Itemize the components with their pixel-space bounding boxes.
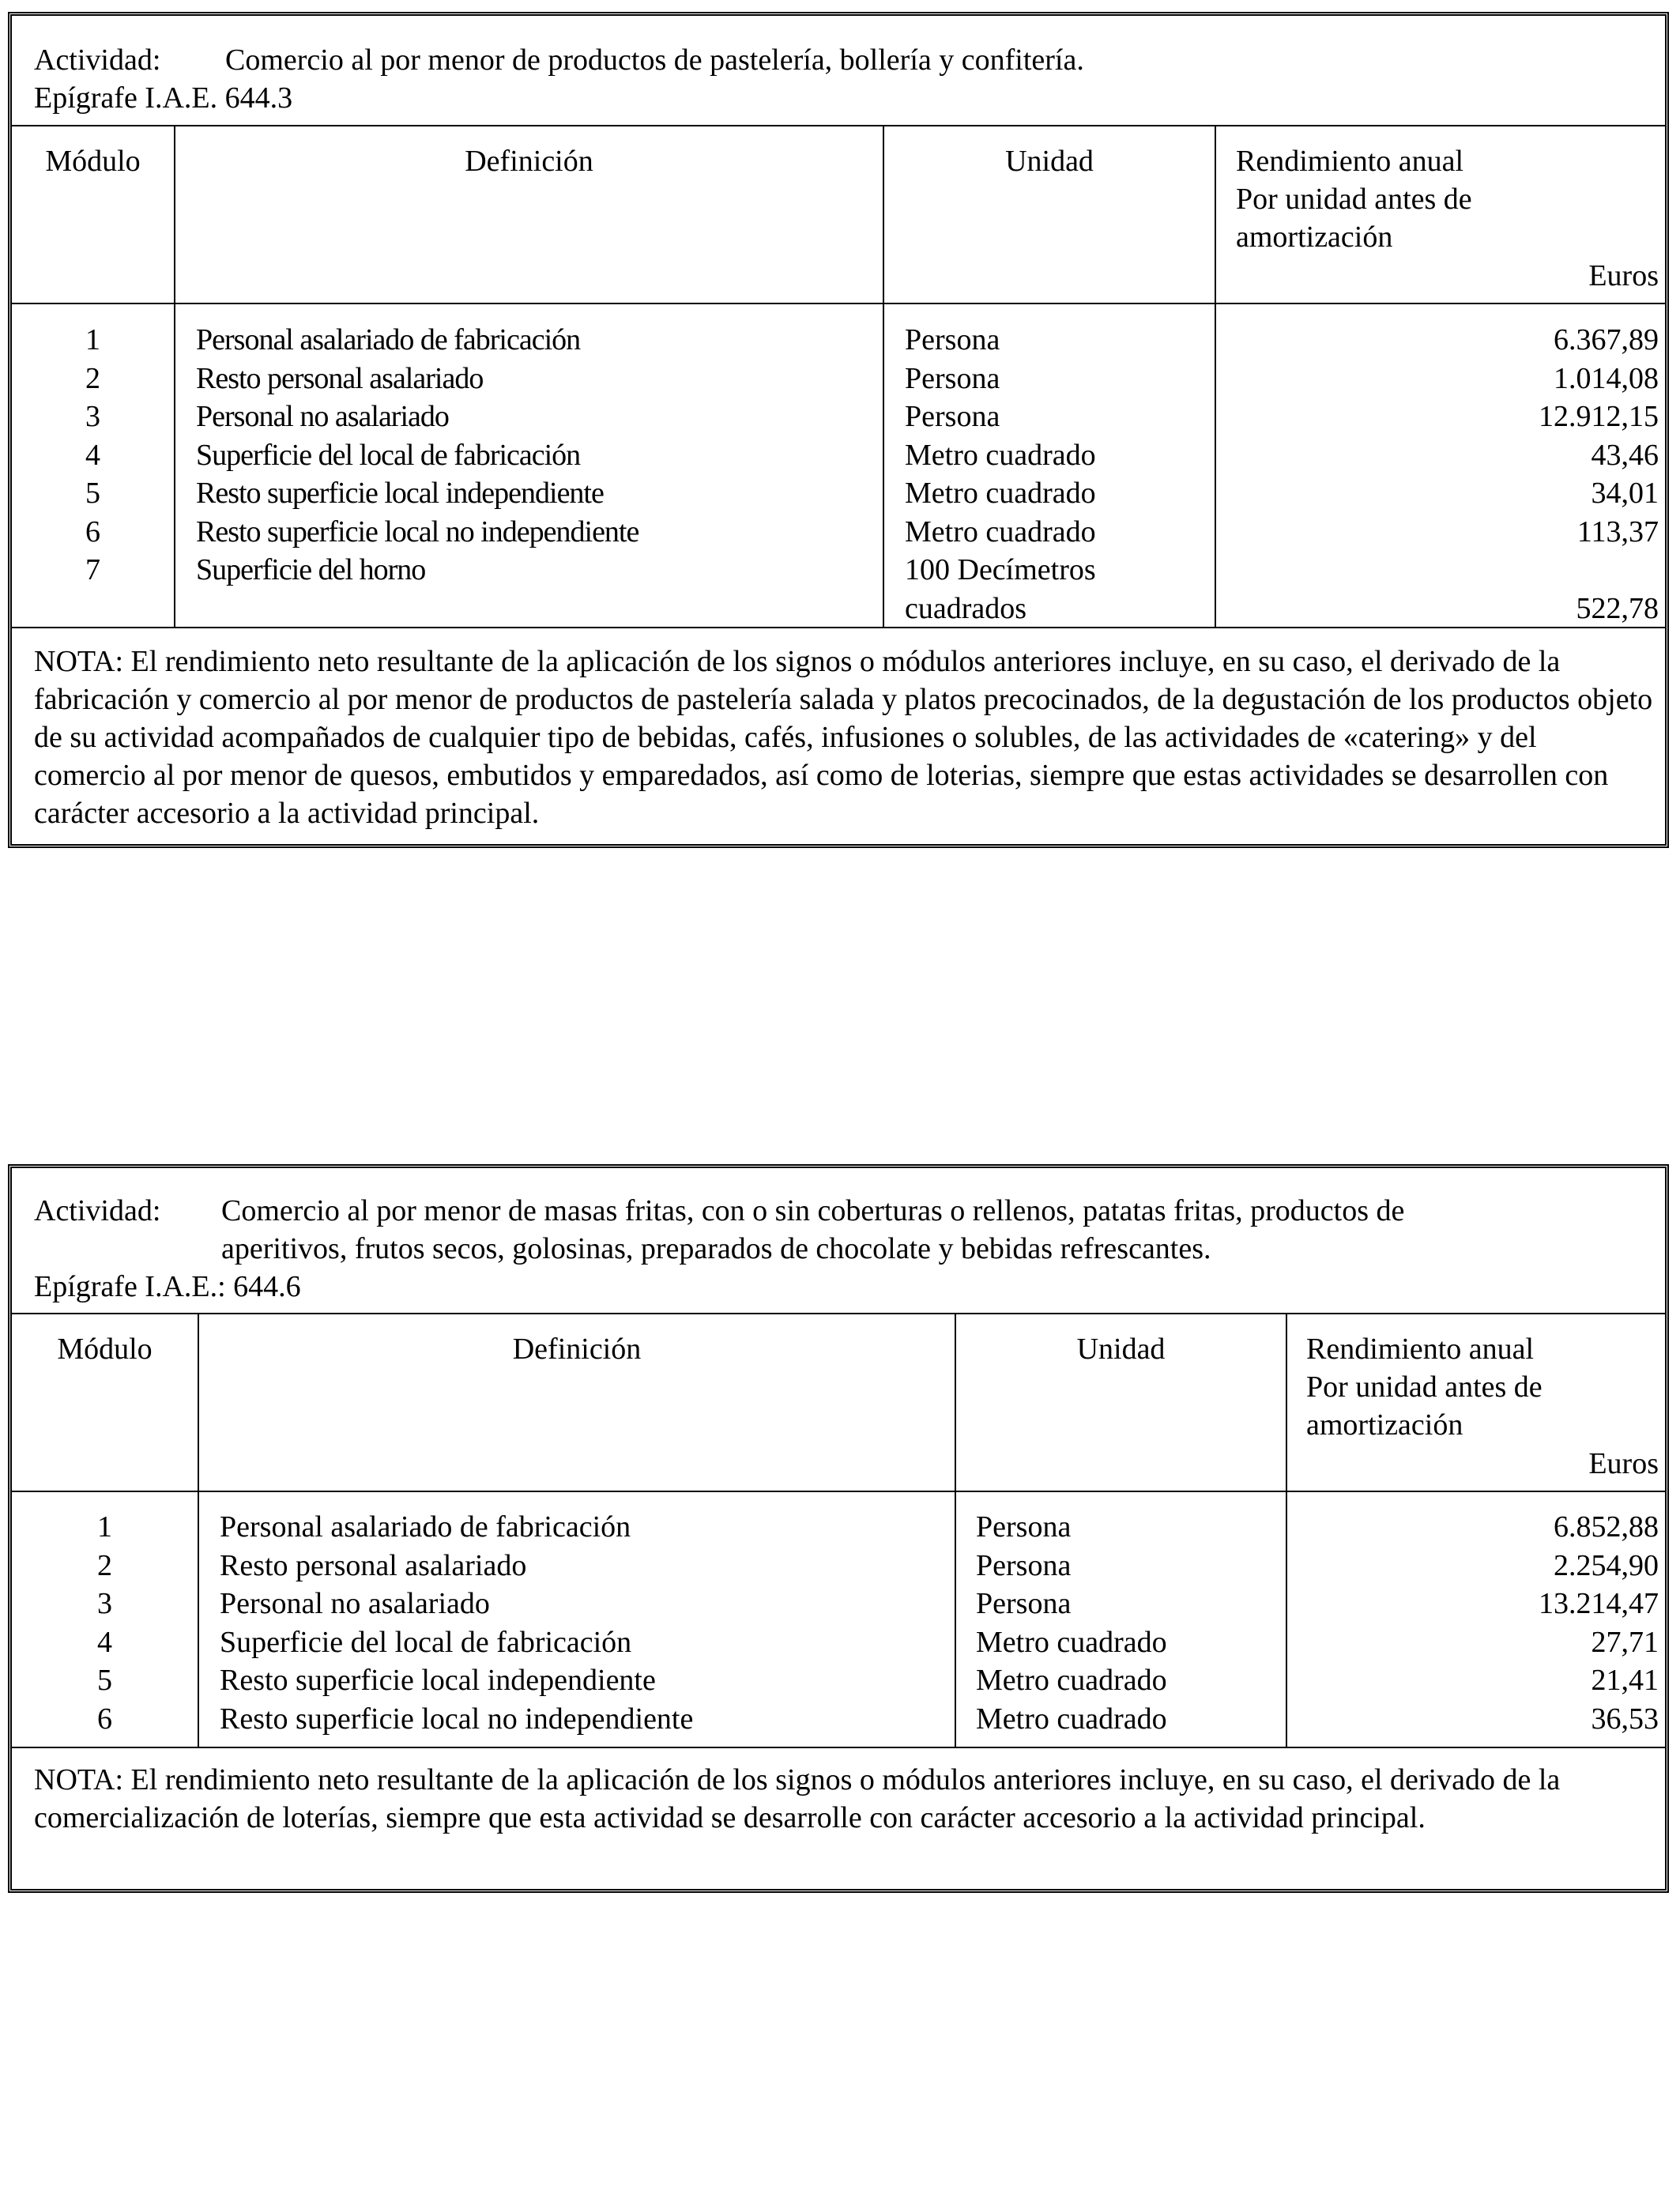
activity-text-line-1: Comercio al por menor de productos de pastelería, bollería y confitería. <box>225 43 1084 77</box>
table-cell: Resto personal asalariado <box>196 361 484 395</box>
table-cell: Metro cuadrado <box>905 515 1096 548</box>
table-cell: 5 <box>85 477 100 510</box>
table-cell: 1 <box>85 323 100 356</box>
header-unidad: Unidad <box>1076 1333 1166 1366</box>
table-cell: Metro cuadrado <box>905 477 1096 510</box>
activity-text-line-1: Comercio al por menor de masas fritas, con o sin coberturas o rellenos, patatas fritas, productos de <box>221 1194 1405 1227</box>
table-cell: 113,37 <box>1576 515 1659 548</box>
table-cell: 7 <box>85 553 100 586</box>
table-cell: Superficie del local de fabricación <box>196 438 581 472</box>
column-definicion <box>196 321 638 590</box>
header-rendimiento-1: Rendimiento anual <box>1306 1333 1535 1366</box>
table-cell: 3 <box>85 400 100 433</box>
table-cell: Persona <box>905 361 1000 395</box>
column-valor <box>1216 321 1659 628</box>
table-cell: Personal asalariado de fabricación <box>220 1510 631 1544</box>
table-cell: Metro cuadrado <box>976 1625 1167 1659</box>
header-euros: Euros <box>1588 1447 1659 1480</box>
table-cell: 2 <box>97 1548 112 1582</box>
column-modulo <box>12 321 174 590</box>
table-cell: 100 Decímetros <box>905 553 1096 586</box>
table-cell: 1.014,08 <box>1554 361 1659 395</box>
activity-label: Actividad: <box>34 1194 161 1227</box>
table-cell: Resto superficie local no independiente <box>220 1702 694 1736</box>
table-cell: Personal no asalariado <box>196 400 449 433</box>
note-text: NOTA: El rendimiento neto resultante de la aplicación de los signos o módulos anteriores incluye, en su caso, el derivado de la comercialización de loterías, siempre que esta actividad se desarrolle con carácter accesorio a la actividad principal. <box>34 1763 1561 1834</box>
table-cell: 3 <box>97 1587 112 1620</box>
column-modulo <box>12 1508 198 1738</box>
header-modulo: Módulo <box>57 1333 153 1366</box>
header-definicion: Definición <box>512 1333 642 1366</box>
table-cell: Metro cuadrado <box>976 1664 1167 1697</box>
table-cell: 2.254,90 <box>1554 1548 1659 1582</box>
table-cell: Persona <box>905 323 1000 356</box>
table-cell: 6.852,88 <box>1554 1510 1659 1544</box>
column-unidad <box>905 321 1096 628</box>
table-cell: 522,78 <box>1576 591 1659 625</box>
table-cell: Resto superficie local no independiente <box>196 515 639 548</box>
table-cell: cuadrados <box>905 591 1027 625</box>
table-cell: 1 <box>97 1510 112 1544</box>
table-cell: 4 <box>97 1625 112 1659</box>
header-rendimiento-2: Por unidad antes de <box>1236 183 1472 216</box>
header-unidad: Unidad <box>1005 145 1094 178</box>
table-cell: 4 <box>85 438 100 472</box>
table-cell: 6.367,89 <box>1554 323 1659 356</box>
table-cell: 2 <box>85 361 100 395</box>
activity-label: Actividad: <box>34 43 161 77</box>
table-cell: Persona <box>976 1510 1072 1544</box>
note-text: NOTA: El rendimiento neto resultante de la aplicación de los signos o módulos anteriores incluye, en su caso, el derivado de la fabricación y comercio al por menor de productos de pastelería salada y platos precocinados, de la degustación de los productos objeto de su actividad acompañados de cualquier tipo de bebidas, cafés, infusiones o solubles, de las actividades de «catering» y del comercio al por menor de quesos, embutidos y emparedados, así como de loterias, siempre que estas actividades se desarrollen con carácter accesorio a la actividad principal. <box>34 645 1653 830</box>
column-definicion <box>220 1508 693 1738</box>
table-cell: Superficie del horno <box>196 553 426 586</box>
table-cell: Persona <box>905 400 1000 433</box>
module-table-644-3 <box>8 12 1669 848</box>
header-rendimiento-3: amortización <box>1236 221 1393 254</box>
header-rendimiento-3: amortización <box>1306 1408 1463 1442</box>
table-cell: 12.912,15 <box>1539 400 1659 433</box>
table-cell: Personal no asalariado <box>220 1587 490 1620</box>
table-cell: Persona <box>976 1548 1072 1582</box>
table-cell: Resto superficie local independiente <box>220 1664 656 1697</box>
table-cell: Resto personal asalariado <box>220 1548 527 1582</box>
table-cell: Personal asalariado de fabricación <box>196 323 581 356</box>
table-cell: 27,71 <box>1591 1625 1659 1659</box>
column-unidad <box>976 1508 1167 1738</box>
table-cell: 21,41 <box>1591 1664 1659 1697</box>
column-valor <box>1287 1508 1659 1738</box>
table-cell <box>1216 551 1659 590</box>
epigraph: Epígrafe I.A.E. 644.3 <box>34 81 293 115</box>
module-table-644-6 <box>8 1164 1669 1893</box>
table-cell: 13.214,47 <box>1539 1587 1659 1620</box>
header-modulo: Módulo <box>45 145 141 178</box>
activity-text-line-2: aperitivos, frutos secos, golosinas, preparados de chocolate y bebidas refrescantes. <box>221 1232 1211 1265</box>
header-rendimiento-2: Por unidad antes de <box>1306 1370 1543 1404</box>
header-rendimiento-1: Rendimiento anual <box>1236 145 1464 178</box>
table-cell: 6 <box>97 1702 112 1736</box>
table-cell: 36,53 <box>1591 1702 1659 1736</box>
table-cell: 34,01 <box>1591 477 1659 510</box>
table-cell: 5 <box>97 1664 112 1697</box>
table-cell: Superficie del local de fabricación <box>220 1625 632 1659</box>
table-cell: 6 <box>85 515 100 548</box>
table-cell: Metro cuadrado <box>976 1702 1167 1736</box>
header-euros: Euros <box>1588 259 1659 292</box>
header-definicion: Definición <box>465 145 593 178</box>
table-cell: Resto superficie local independiente <box>196 477 604 510</box>
table-cell: 43,46 <box>1591 438 1659 472</box>
table-cell: Persona <box>976 1587 1072 1620</box>
epigraph: Epígrafe I.A.E.: 644.6 <box>34 1270 301 1303</box>
table-cell: Metro cuadrado <box>905 438 1096 472</box>
